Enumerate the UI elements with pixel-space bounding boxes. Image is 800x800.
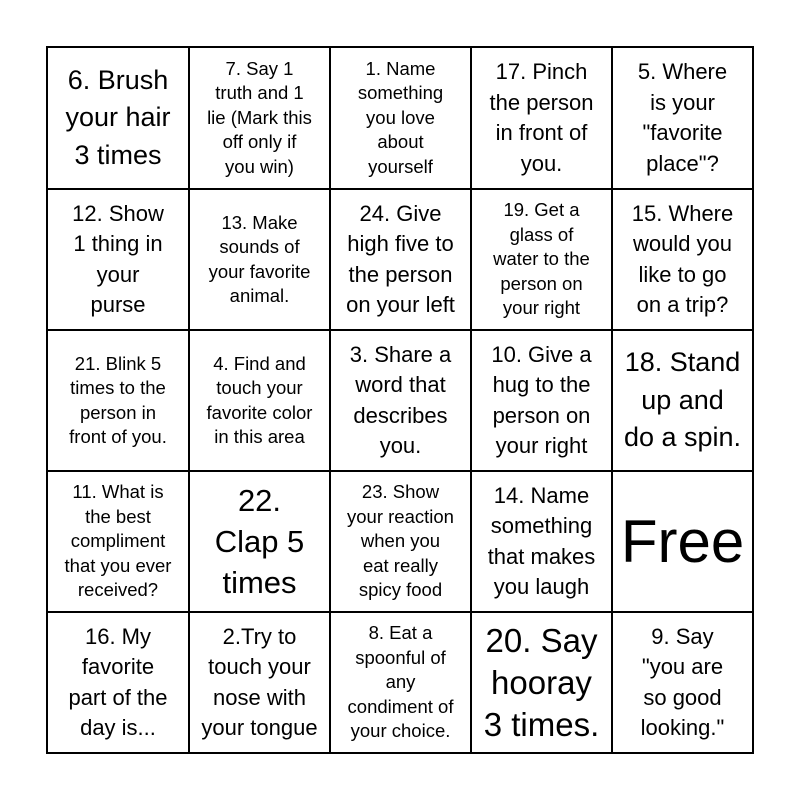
cell-text: 18. Stand up and do a spin.	[623, 347, 742, 453]
bingo-cell-r3c4[interactable]	[472, 331, 613, 472]
cell-text: 14. Name something that makes you laugh	[487, 482, 596, 599]
bingo-cell-r1c2[interactable]	[190, 48, 331, 190]
bingo-cell-r1c3[interactable]	[331, 48, 472, 190]
bingo-cell-free[interactable]	[613, 472, 754, 613]
cell-text: 23. Show your reaction when you eat really spicy food	[347, 481, 454, 601]
bingo-cell-r5c4[interactable]	[472, 613, 613, 754]
bingo-cell-r1c1[interactable]	[48, 48, 190, 190]
cell-text: 10. Give a hug to the person on your right	[491, 341, 592, 458]
cell-text: 1. Name something you love about yourself	[357, 57, 444, 177]
bingo-cell-r4c1[interactable]	[48, 472, 190, 613]
cell-text: 3. Share a word that describes you.	[349, 341, 452, 458]
cell-text: 11. What is the best compliment that you ever received?	[64, 481, 172, 601]
cell-text: Free	[620, 507, 745, 575]
bingo-board	[46, 46, 754, 754]
cell-text: 21. Blink 5 times to the person in front of you.	[69, 352, 167, 447]
bingo-cell-r3c2[interactable]	[190, 331, 331, 472]
bingo-cell-r3c3[interactable]	[331, 331, 472, 472]
bingo-cell-r4c3[interactable]	[331, 472, 472, 613]
bingo-cell-r5c1[interactable]	[48, 613, 190, 754]
bingo-cell-r3c1[interactable]	[48, 331, 190, 472]
cell-text: 12. Show 1 thing in your purse	[72, 200, 164, 317]
cell-text: 8. Eat a spoonful of any condiment of your choice.	[347, 622, 454, 742]
bingo-cell-r2c2[interactable]	[190, 190, 331, 331]
cell-text: 6. Brush your hair 3 times	[65, 64, 171, 170]
bingo-cell-r4c4[interactable]	[472, 472, 613, 613]
bingo-cell-r5c3[interactable]	[331, 613, 472, 754]
cell-text: 16. My favorite part of the day is...	[68, 623, 168, 740]
bingo-cell-r1c5[interactable]	[613, 48, 754, 190]
cell-text: 9. Say "you are so good looking."	[640, 623, 725, 740]
cell-text: 2.Try to touch your nose with your tongue	[201, 623, 318, 740]
cell-text: 20. Say hooray 3 times.	[483, 621, 600, 743]
cell-text: 7. Say 1 truth and 1 lie (Mark this off only if you win)	[207, 57, 312, 177]
bingo-cell-r5c5[interactable]	[613, 613, 754, 754]
bingo-cell-r2c4[interactable]	[472, 190, 613, 331]
cell-text: 13. Make sounds of your favorite animal.	[208, 211, 311, 306]
cell-text: 4. Find and touch your favorite color in this area	[206, 352, 313, 447]
cell-text: 17. Pinch the person in front of you.	[489, 59, 594, 176]
bingo-cell-r2c3[interactable]	[331, 190, 472, 331]
cell-text: 5. Where is your "favorite place"?	[637, 59, 728, 176]
bingo-cell-r4c2[interactable]	[190, 472, 331, 613]
cell-text: 22. Clap 5 times	[214, 483, 305, 600]
bingo-cell-r2c1[interactable]	[48, 190, 190, 331]
cell-text: 15. Where would you like to go on a trip?	[631, 200, 734, 317]
cell-text: 19. Get a glass of water to the person on your right	[493, 199, 590, 319]
bingo-cell-r1c4[interactable]	[472, 48, 613, 190]
cell-text: 24. Give high five to the person on your left	[346, 200, 455, 317]
bingo-cell-r3c5[interactable]	[613, 331, 754, 472]
bingo-cell-r5c2[interactable]	[190, 613, 331, 754]
bingo-cell-r2c5[interactable]	[613, 190, 754, 331]
